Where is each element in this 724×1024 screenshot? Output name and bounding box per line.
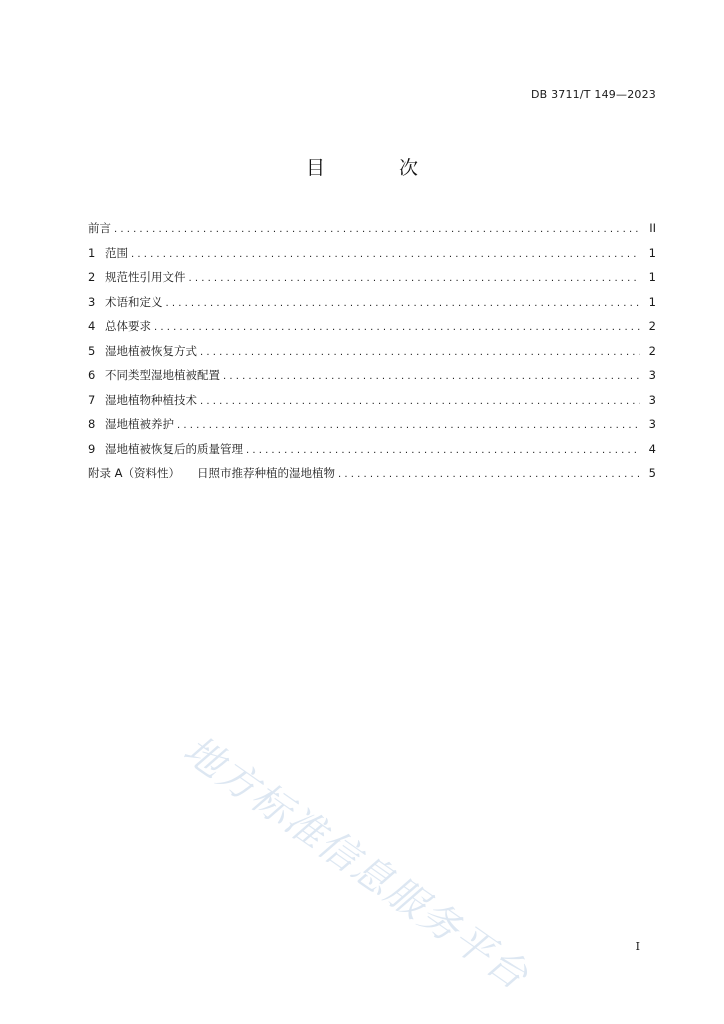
toc-entry-page: 4	[648, 441, 656, 456]
toc-entry-page: 2	[648, 319, 656, 333]
toc-entry-label: 湿地植被养护	[105, 417, 174, 431]
toc-dot-leader	[131, 245, 640, 265]
toc-entry-page: 3	[648, 368, 656, 382]
toc-dot-leader	[338, 465, 640, 485]
toc-entry-label: 术语和定义	[105, 294, 163, 309]
toc-entry-label: 范围	[105, 245, 128, 260]
toc-appendix-label: 附录 A（资料性）	[88, 466, 181, 480]
toc-entry-vegetation-maintenance[interactable]	[88, 414, 656, 439]
toc-title: 目 次	[305, 157, 453, 179]
toc-dot-leader	[189, 269, 641, 289]
toc-entry-general-requirements[interactable]	[88, 316, 656, 341]
toc-entry-page: 1	[648, 270, 656, 284]
toc-entry-planting-techniques[interactable]	[88, 390, 656, 415]
toc-entry-vegetation-configuration[interactable]	[88, 365, 656, 390]
toc-entry-page: 2	[648, 343, 656, 358]
toc-entry-label: 湿地植物种植技术	[105, 392, 197, 407]
toc-entry-number: 3	[88, 294, 96, 309]
toc-entry-page: 3	[648, 392, 656, 407]
toc-entry-number: 4	[88, 319, 96, 333]
toc-entry-page: 3	[648, 417, 656, 431]
toc-dot-leader	[223, 367, 640, 387]
toc-entry-label: 前言	[88, 221, 111, 235]
toc-entry-page: 1	[648, 294, 656, 309]
toc-entry-label: 湿地植被恢复后的质量管理	[105, 441, 243, 456]
toc-dot-leader	[246, 441, 640, 461]
toc-entry-quality-management[interactable]	[88, 439, 656, 464]
toc-entry-restoration-methods[interactable]	[88, 341, 656, 366]
toc-entry-terms-definitions[interactable]	[88, 292, 656, 317]
toc-entry-foreword[interactable]	[88, 218, 656, 243]
toc-entry-label: 规范性引用文件	[105, 270, 186, 284]
toc-entry-label: 总体要求	[105, 319, 151, 333]
toc-entry-page: II	[649, 221, 656, 235]
toc-entry-number: 6	[88, 368, 96, 382]
toc-entry-label: 湿地植被恢复方式	[105, 343, 197, 358]
toc-entry-number: 1	[88, 245, 96, 260]
toc-entry-label: 不同类型湿地植被配置	[105, 368, 220, 382]
toc-appendix-title: 日照市推荐种植的湿地植物	[197, 466, 336, 480]
toc-entry-number: 8	[88, 417, 96, 431]
toc-dot-leader	[200, 343, 640, 363]
toc-entry-page: 5	[648, 466, 656, 480]
page-number: I	[635, 940, 640, 953]
toc-entry-number: 2	[88, 270, 96, 284]
toc-entry-appendix-a[interactable]	[88, 463, 656, 488]
toc-dot-leader	[200, 392, 640, 412]
toc-entry-number: 9	[88, 441, 96, 456]
platform-watermark: 地方标准信息服务平台	[175, 727, 537, 1000]
table-of-contents	[88, 218, 656, 488]
toc-entry-scope[interactable]	[88, 243, 656, 268]
toc-entry-number: 7	[88, 392, 96, 407]
toc-entry-page: 1	[648, 245, 656, 260]
toc-dot-leader	[177, 416, 640, 436]
toc-dot-leader	[114, 220, 640, 240]
toc-dot-leader	[154, 318, 640, 338]
toc-entry-number: 5	[88, 343, 96, 358]
toc-dot-leader	[166, 294, 641, 314]
document-code: DB 3711/T 149—2023	[530, 88, 656, 101]
toc-entry-normative-references[interactable]	[88, 267, 656, 292]
